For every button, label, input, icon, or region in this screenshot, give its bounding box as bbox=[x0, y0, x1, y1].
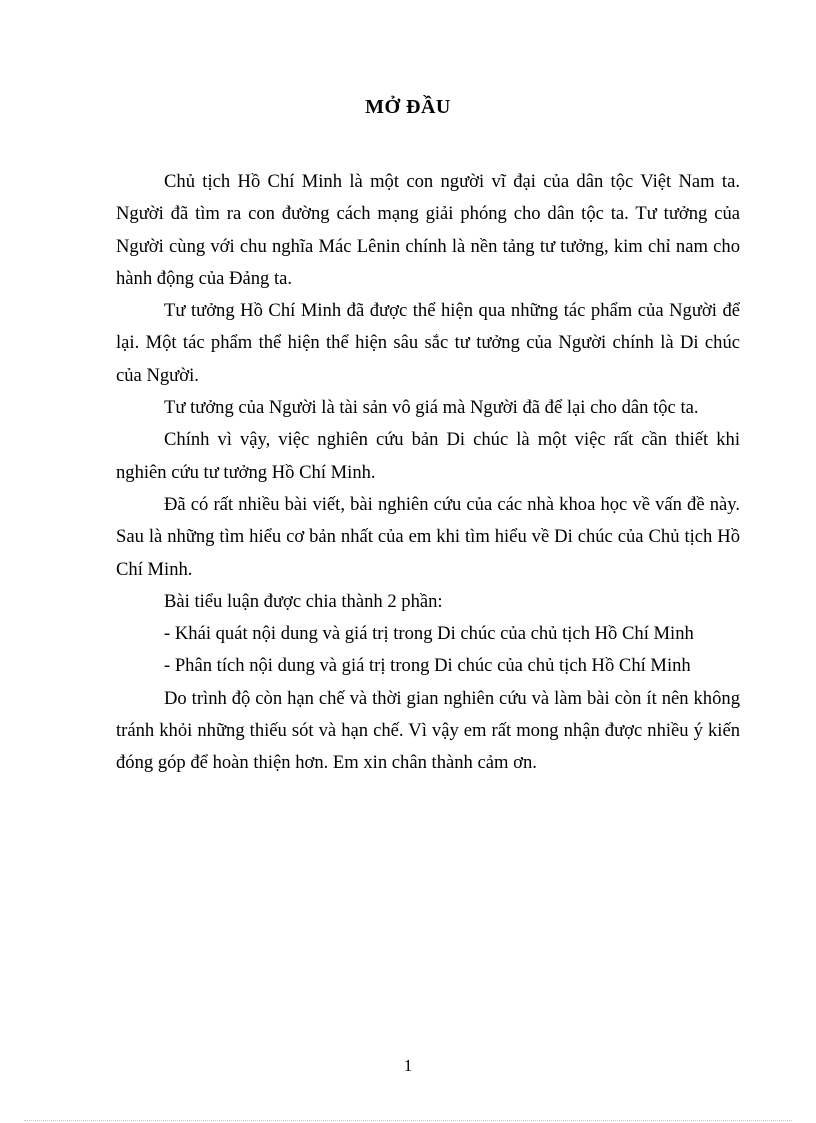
page-edge-divider bbox=[24, 1120, 792, 1121]
paragraph-intro: Chủ tịch Hồ Chí Minh là một con người vĩ đại của dân tộc Việt Nam ta. Người đã tìm ra con đường cách mạng giải phóng cho dân tộc ta. Tư tưởng của Người cùng với chu nghĩa Mác Lênin chính là nền tảng tư tưởng, kim chỉ nam cho hành động của Đảng ta. bbox=[116, 171, 740, 289]
paragraph-closing: Do trình độ còn hạn chế và thời gian nghiên cứu và làm bài còn ít nên không tránh khỏi những thiếu sót và hạn chế. Vì vậy em rất mong nhận được nhiều ý kiến đóng góp để hoàn thiện hơn. Em xin chân thành cảm ơn. bbox=[116, 687, 740, 774]
paragraph-structure: Bài tiểu luận được chia thành 2 phần: bbox=[164, 590, 443, 612]
paragraph-works: Tư tưởng Hồ Chí Minh đã được thể hiện qua những tác phẩm của Người để lại. Một tác phẩm thể hiện thể hiện sâu sắc tư tưởng của Người chính là Di chúc của Người. bbox=[116, 300, 740, 386]
paragraph-purpose: Chính vì vậy, việc nghiên cứu bản Di chúc là một việc rất cần thiết khi nghiên cứu tư tưởng Hồ Chí Minh. bbox=[116, 429, 740, 483]
page-title: MỞ ĐẦU bbox=[365, 96, 451, 118]
paragraph-research: Đã có rất nhiều bài viết, bài nghiên cứu của các nhà khoa học về vấn đề này. Sau là những tìm hiểu cơ bản nhất của em khi tìm hiểu về Di chúc của Chủ tịch Hồ Chí Minh. bbox=[116, 493, 740, 580]
body-text bbox=[116, 166, 740, 780]
paragraph-legacy: Tư tưởng của Người là tài sản vô giá mà Người đã để lại cho dân tộc ta. bbox=[164, 397, 699, 419]
list-item: - Khái quát nội dung và giá trị trong Di chúc của chủ tịch Hồ Chí Minh bbox=[164, 623, 694, 645]
list-item: - Phân tích nội dung và giá trị trong Di chúc của chủ tịch Hồ Chí Minh bbox=[164, 655, 691, 677]
page-number: 1 bbox=[403, 1056, 413, 1075]
